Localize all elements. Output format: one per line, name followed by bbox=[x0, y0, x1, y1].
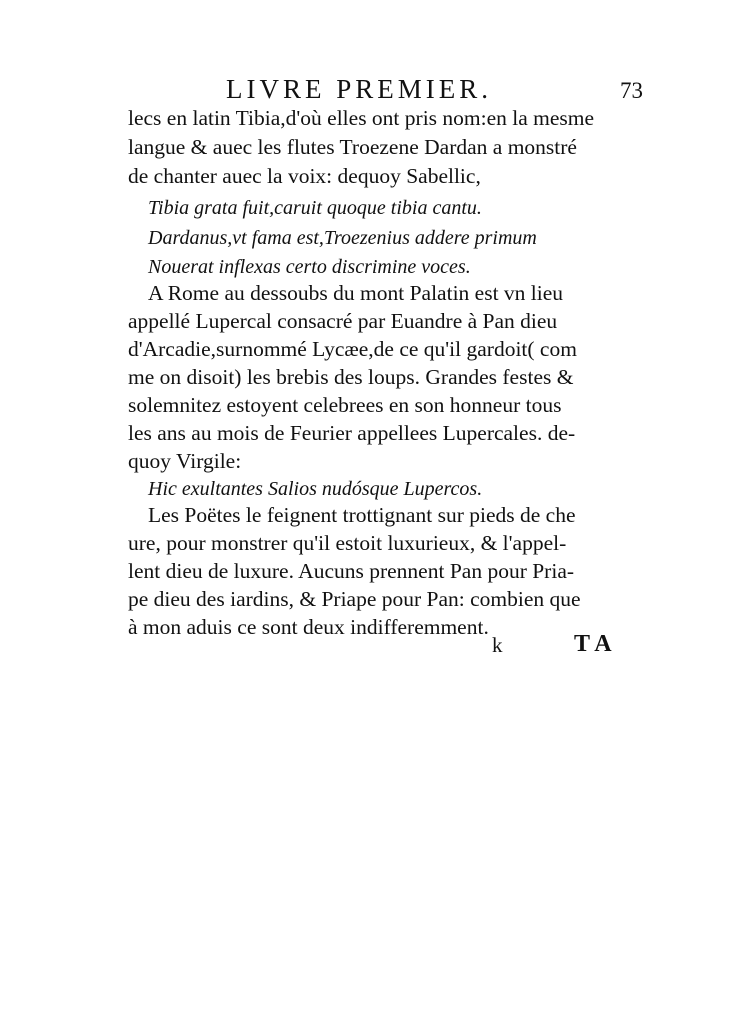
text-line: les ans au mois de Feurier appellees Lupercales. de- bbox=[128, 421, 576, 445]
text-line: me on disoit) les brebis des loups. Grandes festes & bbox=[128, 365, 574, 389]
verse-line: Hic exultantes Salios nudósque Lupercos. bbox=[148, 478, 483, 500]
text-line: de chanter auec la voix: dequoy Sabellic, bbox=[128, 164, 481, 188]
text-line: d'Arcadie,surnommé Lycæe,de ce qu'il gardoit( com bbox=[128, 337, 577, 361]
text-line: lent dieu de luxure. Aucuns prennent Pan pour Pria- bbox=[128, 559, 575, 583]
verse-line: Dardanus,vt fama est,Troezenius addere primum bbox=[148, 227, 537, 249]
text-line: A Rome au dessoubs du mont Palatin est vn lieu bbox=[148, 281, 564, 305]
verse-line: Tibia grata fuit,caruit quoque tibia cantu. bbox=[148, 197, 482, 219]
text-line: ure, pour monstrer qu'il estoit luxurieux, & l'appel- bbox=[128, 531, 567, 555]
catchword: k bbox=[492, 633, 503, 657]
text-line: langue & auec les flutes Troezene Dardan a monstré bbox=[128, 135, 577, 159]
verse-line: Nouerat inflexas certo discrimine voces. bbox=[148, 256, 471, 278]
running-title: LIVRE PREMIER. bbox=[226, 74, 493, 104]
text-line: pe dieu des iardins, & Priape pour Pan: combien que bbox=[128, 587, 581, 611]
text-line: appellé Lupercal consacré par Euandre à Pan dieu bbox=[128, 309, 558, 333]
text-line: lecs en latin Tibia,d'où elles ont pris nom:en la mesme bbox=[128, 106, 595, 130]
signature-mark: TA bbox=[574, 631, 618, 657]
text-line: Les Poëtes le feignent trottignant sur pieds de che bbox=[148, 503, 576, 527]
page-header bbox=[0, 70, 743, 110]
page-number: 73 bbox=[620, 78, 643, 103]
text-line: à mon aduis ce sont deux indifferemment. bbox=[128, 615, 489, 639]
text-line: solemnitez estoyent celebrees en son honneur tous bbox=[128, 393, 562, 417]
text-line: quoy Virgile: bbox=[128, 449, 242, 473]
